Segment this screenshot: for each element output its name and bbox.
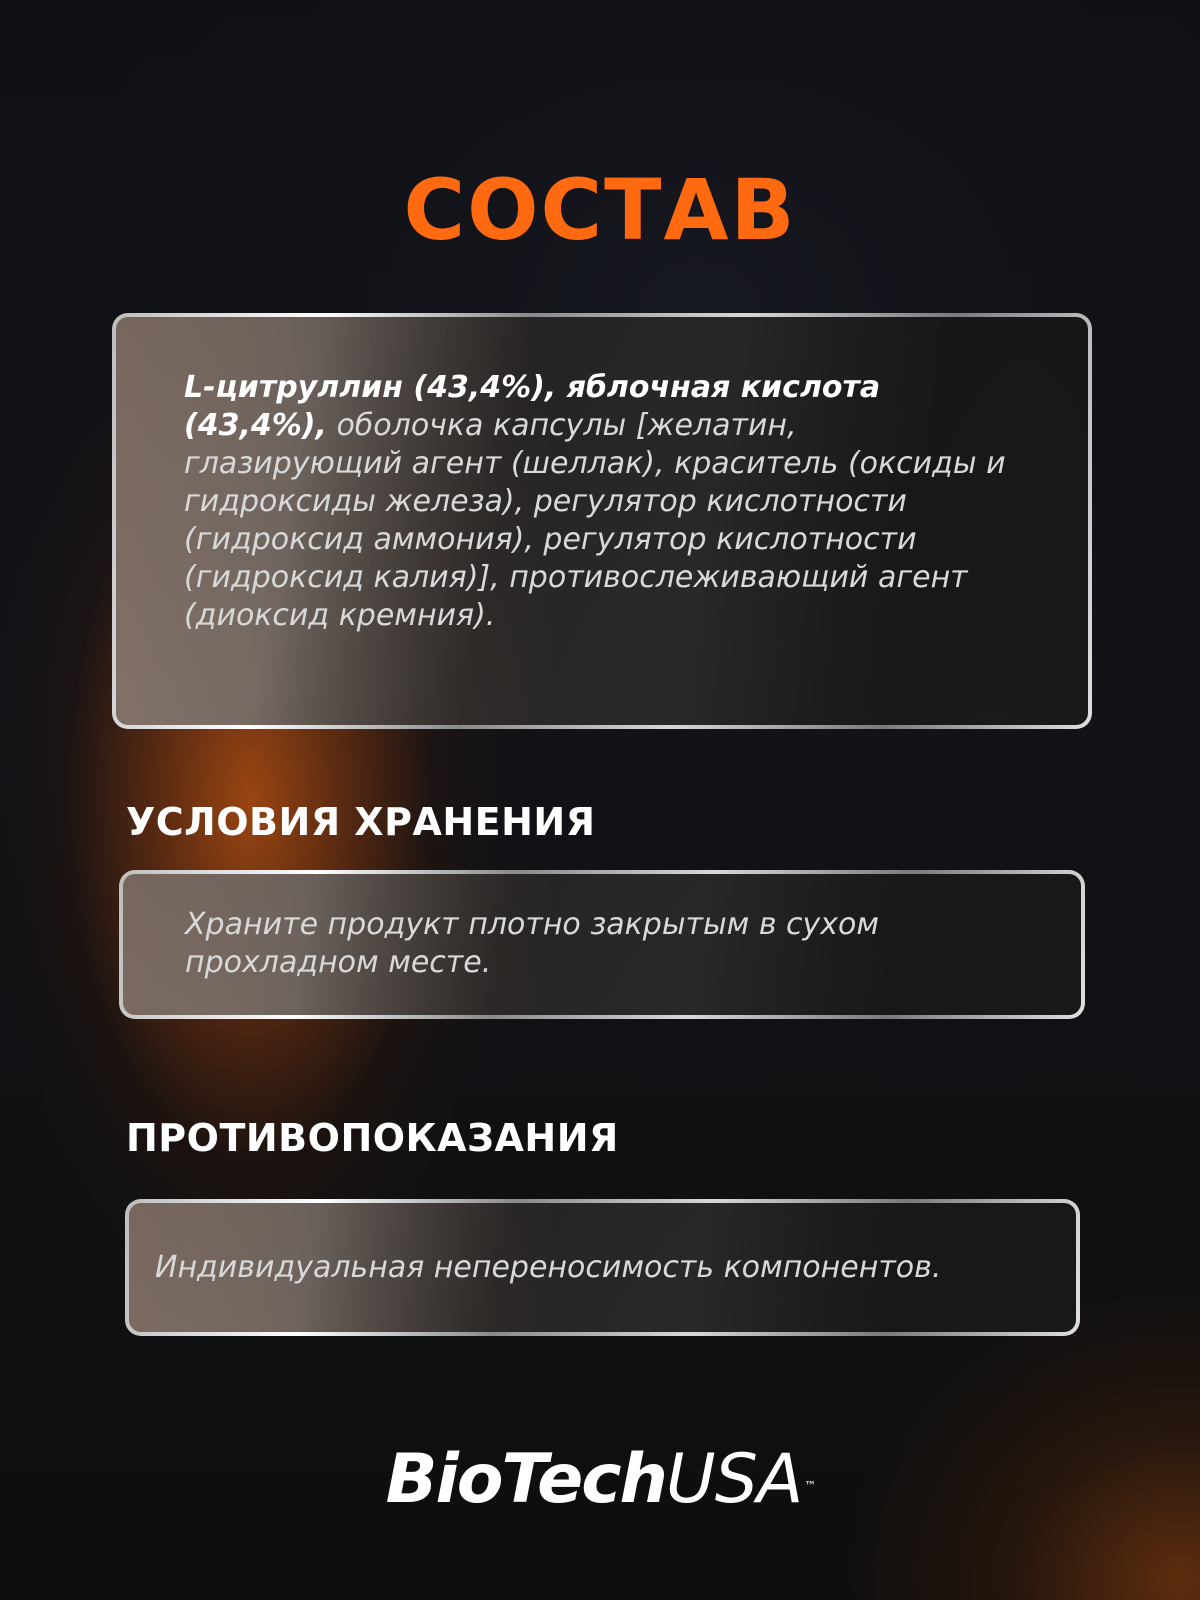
composition-panel-inner bbox=[116, 317, 1088, 725]
composition-panel bbox=[112, 313, 1092, 729]
brand-logo bbox=[0, 1440, 1200, 1520]
storage-panel bbox=[119, 870, 1085, 1019]
contraindications-text: Индивидуальная непереносимость компонентов. bbox=[155, 1250, 942, 1285]
logo-biotech: BioTech bbox=[385, 1440, 666, 1519]
contraindications-panel-inner bbox=[129, 1203, 1076, 1332]
storage-heading: УСЛОВИЯ ХРАНЕНИЯ bbox=[126, 800, 596, 844]
composition-text bbox=[184, 369, 1014, 635]
composition-main-ingredients: L-цитруллин (43,4%), яблочная кислота (43,4%), bbox=[184, 370, 881, 443]
storage-panel-inner bbox=[123, 874, 1081, 1015]
contraindications-heading: ПРОТИВОПОКАЗАНИЯ bbox=[126, 1116, 619, 1160]
logo-usa: USA bbox=[665, 1440, 803, 1519]
page-title: СОСТАВ bbox=[403, 161, 797, 259]
contraindications-panel bbox=[125, 1199, 1080, 1336]
composition-other-ingredients: оболочка капсулы [желатин, глазирующий агент (шеллак), краситель (оксиды и гидроксиды железа), регулятор кислотности (гидроксид аммония), регулятор кислотности (гидроксид калия)], противослеживающий агент (диоксид кремния). bbox=[184, 408, 1006, 633]
logo-trademark: ™ bbox=[804, 1479, 817, 1493]
storage-text: Храните продукт плотно закрытым в сухом прохладном месте. bbox=[185, 907, 880, 980]
